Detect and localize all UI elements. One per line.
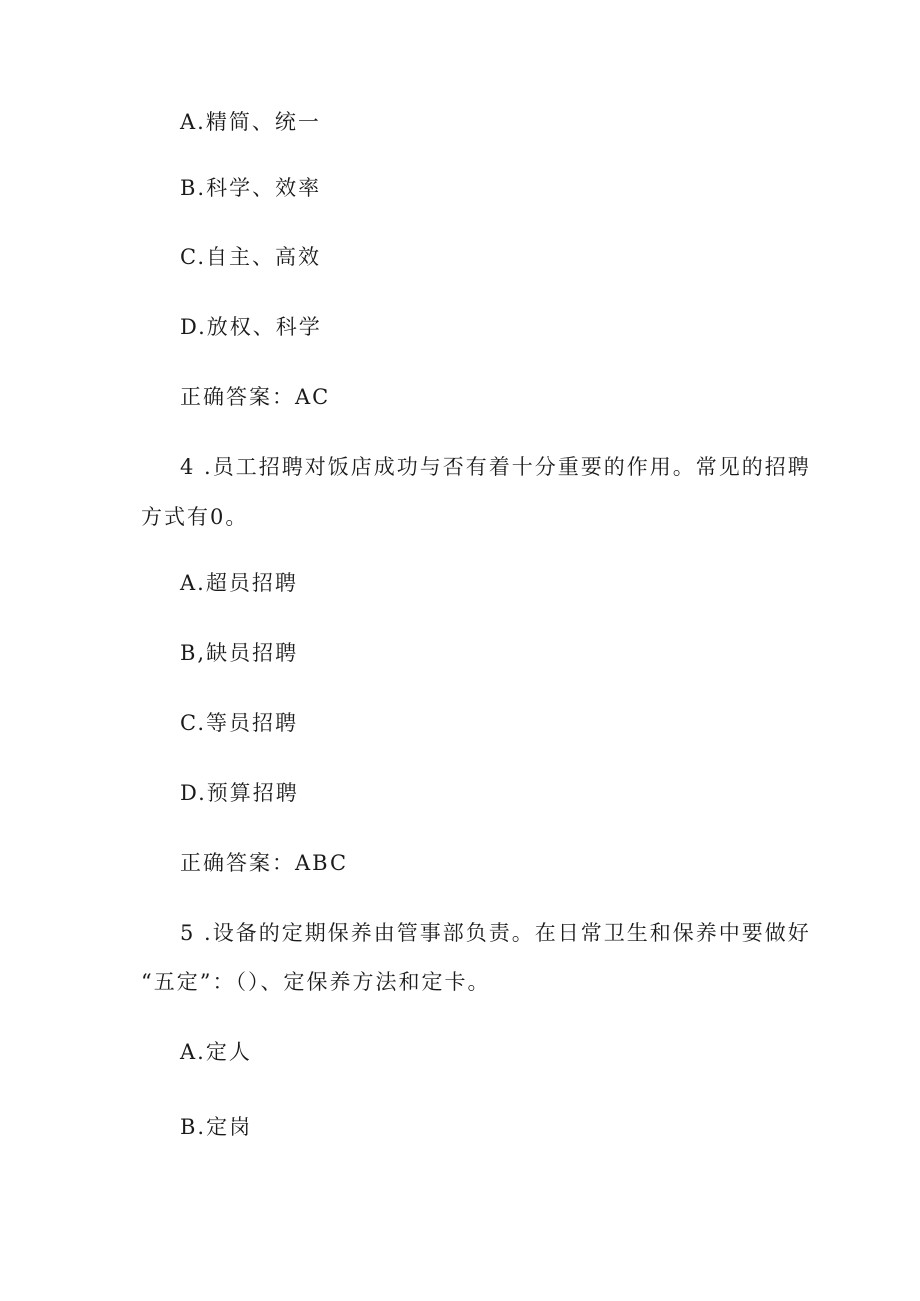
question-5-line-2: “五定”：（）、定保养方法和定卡。 <box>141 970 491 994</box>
option-b-q3: B.科学、效率 <box>180 176 322 200</box>
option-d-q3: D.放权、科学 <box>180 315 322 339</box>
option-d-q4: D.预算招聘 <box>180 781 299 805</box>
answer-q4: 正确答案：ABC <box>180 851 349 875</box>
answer-q3: 正确答案：AC <box>180 385 331 409</box>
option-c-q3: C.自主、高效 <box>180 245 321 269</box>
option-a-q3: A.精简、统一 <box>180 110 321 134</box>
question-4-line-1: 4 .员工招聘对饭店成功与否有着十分重要的作用。常见的招聘 <box>180 455 811 479</box>
option-b-q4: B,缺员招聘 <box>180 641 299 665</box>
question-5-line-1: 5 .设备的定期保养由管事部负责。在日常卫生和保养中要做好 <box>180 921 811 945</box>
question-4-line-2: 方式有0。 <box>141 505 249 529</box>
option-b-q5: B.定岗 <box>180 1115 253 1139</box>
option-a-q5: A.定人 <box>180 1040 252 1064</box>
option-a-q4: A.超员招聘 <box>180 571 298 595</box>
option-c-q4: C.等员招聘 <box>180 711 298 735</box>
